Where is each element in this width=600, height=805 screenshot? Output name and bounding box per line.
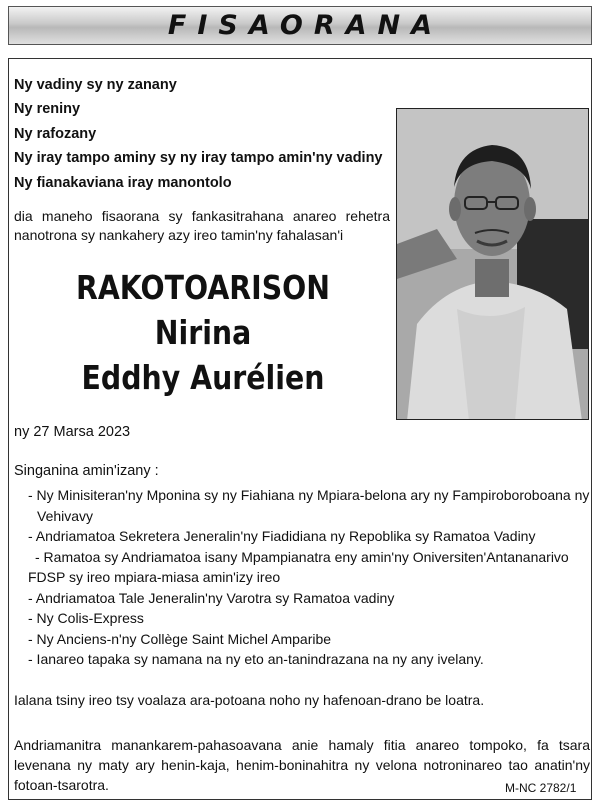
- reference-code: M-NC 2782/1: [505, 781, 577, 795]
- thanks-list: [14, 485, 590, 670]
- portrait-illustration: [397, 109, 589, 420]
- apology-text: Ialana tsiny ireo tsy voalaza ara-potoana noho ny hafenoan-drano be loatra.: [14, 692, 485, 708]
- thanks-heading: Singanina amin'izany :: [14, 463, 159, 479]
- family-list: [14, 73, 404, 195]
- intro-text: dia maneho fisaorana sy fankasitrahana anareo rehetra nanotrona sy nankahery azy ireo tamin'ny fahalasan'i: [14, 208, 390, 243]
- death-date: ny 27 Marsa 2023: [14, 424, 131, 440]
- header-banner: [8, 6, 592, 45]
- list-item: - Ny Minisiteran'ny Mponina sy ny Fiahiana ny Mpiara-belona ary ny Fampiroboroboana ny Vehivavy: [28, 487, 590, 524]
- list-item: - Ny Anciens-n'ny Collège Saint Michel Amparibe: [28, 630, 332, 647]
- list-item: - Ramatoa sy Andriamatoa isany Mpampianatra eny amin'ny Oniversiten'Antananarivo FDSP sy ireo mpiara-miasa amin'izy ireo: [28, 548, 569, 585]
- blessing-text: Andriamanitra manankarem-pahasoavana anie hamaly fitia anareo tompoko, fa tsara levenana ny maty ary henin-kaja, henim-boninahitra ny velona notroninareo tao anatin'ny fotoan-tsarotra.: [14, 737, 590, 793]
- deceased-other-names: Eddhy Aurélien: [81, 358, 325, 397]
- list-item: - Andriamatoa Sekretera Jeneralin'ny Fiadidiana ny Repoblika sy Ramatoa Vadiny: [28, 528, 536, 544]
- family-line: Ny fianakaviana iray manontolo: [14, 174, 232, 191]
- family-line: Ny rafozany: [14, 125, 97, 142]
- deceased-surname: RAKOTOARISON: [75, 268, 331, 307]
- list-item: - Ny Colis-Express: [28, 610, 144, 626]
- portrait-photo: [396, 108, 589, 420]
- list-item: - Andriamatoa Tale Jeneralin'ny Varotra sy Ramatoa vadiny: [28, 589, 395, 606]
- banner-title: FISAORANA: [167, 10, 444, 41]
- family-line: Ny iray tampo aminy sy ny iray tampo amin'ny vadiny: [14, 150, 383, 167]
- list-item: - Ianareo tapaka sy namana na ny eto an-tanindrazana na ny any ivelany.: [28, 651, 484, 667]
- family-line: Ny vadiny sy ny zanany: [14, 77, 177, 93]
- deceased-first-name: Nirina: [154, 313, 252, 352]
- family-line: Ny reniny: [14, 101, 81, 118]
